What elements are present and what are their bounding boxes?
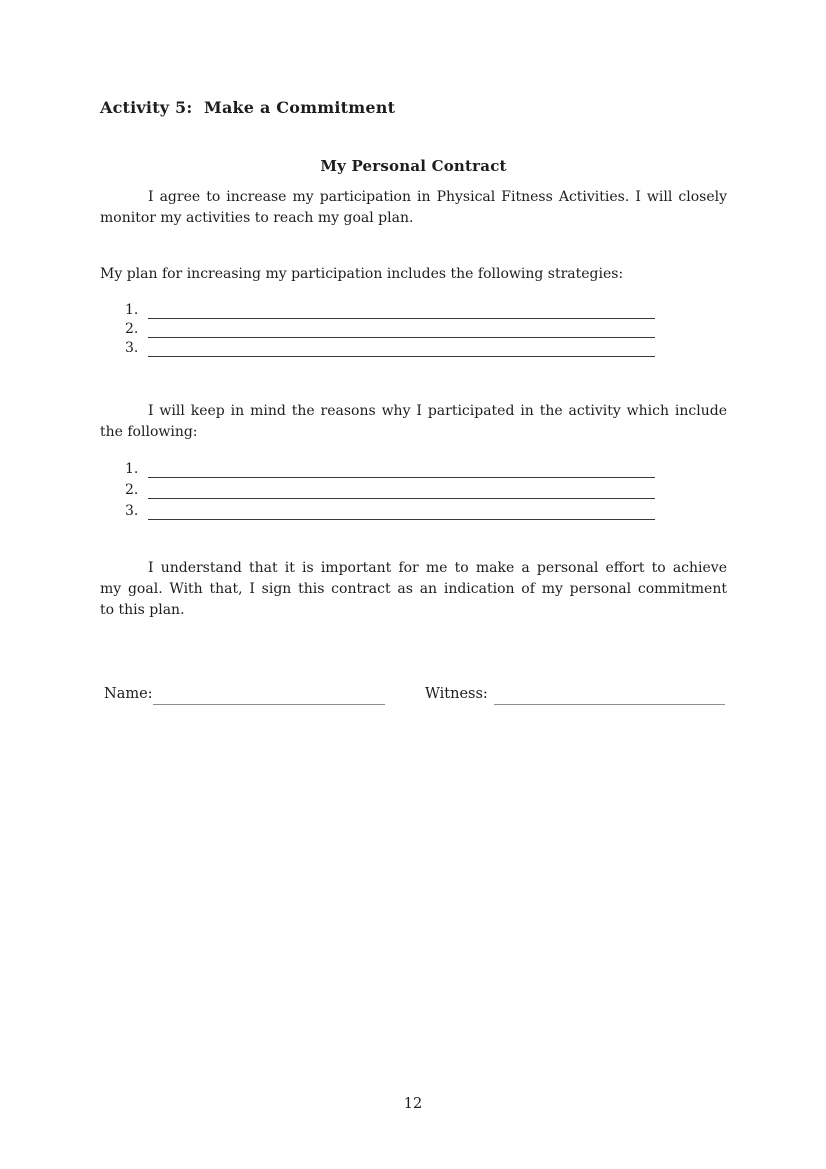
reasons-paragraph bbox=[100, 401, 727, 443]
list-item bbox=[100, 300, 727, 319]
paragraph-line: I understand that it is important for me to make a personal effort to achieve bbox=[148, 560, 727, 576]
strategy-blank-line-2[interactable] bbox=[148, 318, 655, 338]
strategies-list bbox=[100, 300, 727, 357]
paragraph-line: I agree to increase my participation in Physical Fitness Activities. I will closely bbox=[148, 189, 727, 205]
list-item bbox=[100, 478, 727, 499]
signature-row bbox=[0, 684, 826, 706]
paragraph-line: I will keep in mind the reasons why I participated in the activity which include bbox=[148, 403, 727, 419]
activity-heading: Activity 5: Make a Commitment bbox=[100, 98, 396, 117]
list-item bbox=[100, 457, 727, 478]
agreement-paragraph bbox=[100, 187, 727, 229]
reasons-list bbox=[100, 457, 727, 520]
item-number: 1. bbox=[125, 461, 139, 477]
item-number: 1. bbox=[125, 302, 139, 318]
contract-title: My Personal Contract bbox=[320, 157, 507, 175]
strategy-blank-line-1[interactable] bbox=[148, 299, 655, 319]
reason-blank-line-3[interactable] bbox=[148, 498, 655, 520]
item-number: 3. bbox=[125, 503, 139, 519]
item-number: 2. bbox=[125, 321, 139, 337]
commitment-paragraph bbox=[100, 558, 727, 621]
name-line[interactable] bbox=[153, 684, 385, 705]
reason-blank-line-2[interactable] bbox=[148, 477, 655, 499]
paragraph-line: monitor my activities to reach my goal plan. bbox=[100, 210, 414, 226]
paragraph-line: to this plan. bbox=[100, 602, 185, 618]
witness-label: Witness: bbox=[425, 686, 488, 702]
strategy-blank-line-3[interactable] bbox=[148, 337, 655, 357]
name-label: Name: bbox=[104, 686, 153, 702]
list-item bbox=[100, 319, 727, 338]
witness-line[interactable] bbox=[494, 684, 725, 705]
item-number: 2. bbox=[125, 482, 139, 498]
reason-blank-line-1[interactable] bbox=[148, 456, 655, 478]
paragraph-line: my goal. With that, I sign this contract as an indication of my personal commitment bbox=[100, 581, 727, 597]
item-number: 3. bbox=[125, 340, 139, 356]
strategies-intro: My plan for increasing my participation includes the following strategies: bbox=[100, 266, 624, 282]
list-item bbox=[100, 499, 727, 520]
paragraph-line: the following: bbox=[100, 424, 198, 440]
page-number: 12 bbox=[403, 1096, 423, 1112]
list-item bbox=[100, 338, 727, 357]
